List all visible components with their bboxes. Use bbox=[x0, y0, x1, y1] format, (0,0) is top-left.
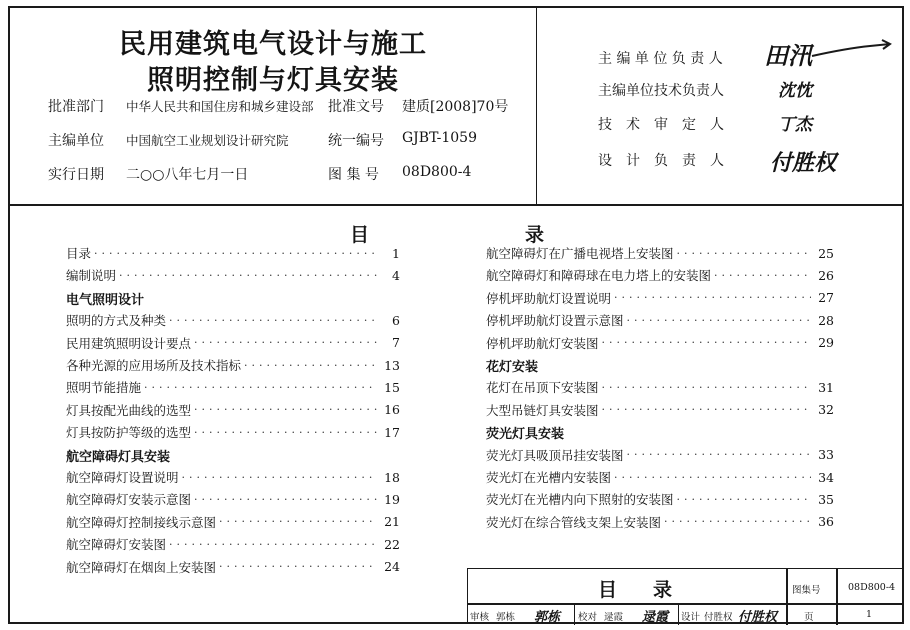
review-name: 郭栋 bbox=[496, 612, 516, 623]
toc-leader-dots bbox=[614, 471, 811, 484]
toc-heading-right: 录 bbox=[525, 224, 545, 246]
toc-leader-dots bbox=[602, 336, 811, 349]
toc-entry-page: 36 bbox=[818, 514, 834, 530]
header-divider bbox=[536, 8, 537, 204]
page-label: 页 bbox=[804, 612, 814, 623]
review-label: 审核 bbox=[470, 612, 490, 623]
toc-entry[interactable] bbox=[66, 311, 400, 329]
exec-date-value: 二○○八年七月一日 bbox=[126, 167, 249, 183]
toc-entry[interactable] bbox=[486, 311, 834, 329]
toc-entry-title: 停机坪助航灯设置说明 bbox=[486, 290, 612, 306]
toc-entry-page: 31 bbox=[818, 379, 834, 395]
approval-dept-label: 批准部门 bbox=[48, 99, 104, 115]
toc-entry[interactable] bbox=[486, 378, 834, 396]
toc-entry[interactable] bbox=[486, 244, 834, 262]
title-block-atlas-label: 图集号 bbox=[792, 585, 821, 596]
toc-entry[interactable] bbox=[486, 446, 834, 464]
toc-section-heading: 电气照明设计 bbox=[66, 292, 145, 308]
toc-entry[interactable] bbox=[66, 423, 400, 441]
toc-entry-page: 27 bbox=[818, 290, 834, 306]
toc-leader-dots bbox=[194, 336, 377, 349]
toc-section-heading: 花灯安装 bbox=[486, 360, 539, 375]
toc-section-heading: 荧光灯具安装 bbox=[486, 427, 565, 443]
exec-date-label: 实行日期 bbox=[48, 167, 104, 183]
toc-entry-title: 航空障碍灯在广播电视塔上安装图 bbox=[486, 246, 674, 261]
toc-entry-page: 26 bbox=[818, 267, 834, 283]
toc-entry-page: 28 bbox=[818, 312, 834, 328]
design-signature: 付胜权 bbox=[738, 610, 778, 625]
approval-doc-value: 建质[2008]70号 bbox=[402, 99, 509, 115]
check-signature: 逯霞 bbox=[642, 610, 669, 625]
toc-entry-title: 荧光灯在光槽内安装图 bbox=[486, 470, 612, 485]
atlas-subtitle: 照明控制与灯具安装 bbox=[147, 65, 399, 96]
toc-entry[interactable] bbox=[66, 468, 400, 486]
toc-entry-title: 荧光灯具吸顶吊挂安装图 bbox=[486, 447, 624, 463]
toc-leader-dots bbox=[194, 403, 377, 416]
toc-entry-title: 停机坪助航灯安装图 bbox=[486, 335, 599, 351]
toc-leader-dots bbox=[714, 269, 811, 282]
atlas-no-value: 08D800-4 bbox=[402, 164, 472, 180]
toc-entry[interactable] bbox=[486, 468, 834, 486]
tech-head-label: 主编单位技术负责人 bbox=[598, 83, 724, 99]
toc-entry[interactable] bbox=[66, 356, 400, 374]
toc-entry[interactable] bbox=[66, 558, 400, 576]
check-name: 逯霞 bbox=[604, 612, 624, 623]
header-block bbox=[10, 8, 902, 206]
title-block-title-right: 录 bbox=[653, 579, 673, 601]
toc-entry-title: 航空障碍灯安装图 bbox=[66, 537, 167, 553]
review-signature: 郭栋 bbox=[534, 610, 561, 625]
toc-entry-page: 19 bbox=[384, 491, 400, 507]
toc-leader-dots bbox=[602, 403, 811, 416]
toc-leader-dots bbox=[169, 538, 377, 551]
toc-entry-page: 7 bbox=[392, 335, 400, 351]
approval-dept-value: 中华人民共和国住房和城乡建设部 bbox=[126, 99, 314, 114]
tech-head-signature: 沈忱 bbox=[778, 81, 812, 101]
toc-entry-title: 民用建筑照明设计要点 bbox=[66, 335, 192, 351]
toc-entry-page: 4 bbox=[392, 267, 400, 283]
toc-entry-page: 6 bbox=[392, 312, 400, 328]
toc-entry-title: 照明节能措施 bbox=[66, 380, 142, 396]
toc-entry-title: 航空障碍灯和障碍球在电力塔上的安装图 bbox=[486, 268, 712, 284]
approval-doc-label: 批准文号 bbox=[328, 99, 384, 115]
toc-leader-dots bbox=[194, 493, 377, 506]
toc-entry-title: 航空障碍灯控制接线示意图 bbox=[66, 514, 217, 530]
chief-unit-head-signature: 田汛 bbox=[764, 41, 812, 70]
toc-entry-title: 灯具按防护等级的选型 bbox=[66, 425, 192, 441]
toc-entry[interactable] bbox=[66, 513, 400, 531]
chief-unit-head-label: 主 编 单 位 负 责 人 bbox=[598, 51, 723, 67]
toc-entry-title: 花灯在吊顶下安装图 bbox=[486, 380, 599, 396]
toc-section-heading: 航空障碍灯具安装 bbox=[66, 449, 171, 465]
toc-leader-dots bbox=[94, 247, 377, 260]
toc-entry-page: 34 bbox=[818, 469, 834, 485]
toc-entry-title: 目录 bbox=[66, 246, 92, 261]
toc-entry-title: 编制说明 bbox=[66, 268, 117, 284]
toc-leader-dots bbox=[169, 314, 377, 327]
toc-entry-page: 13 bbox=[384, 357, 400, 373]
toc-entry[interactable] bbox=[66, 244, 400, 262]
toc-entry-page: 1 bbox=[392, 245, 400, 261]
toc-entry-page: 17 bbox=[384, 424, 400, 440]
title-block-title-left: 目 bbox=[598, 579, 618, 601]
toc-leader-dots bbox=[219, 515, 377, 528]
toc-entry-title: 大型吊链灯具安装图 bbox=[486, 402, 599, 418]
toc-entry-title: 荧光灯在综合管线支架上安装图 bbox=[486, 514, 662, 530]
check-label: 校对 bbox=[578, 612, 598, 623]
toc-entry-title: 停机坪助航灯设置示意图 bbox=[486, 313, 624, 329]
drawing-sheet bbox=[8, 6, 904, 624]
toc-leader-dots bbox=[119, 269, 377, 282]
toc-entry[interactable] bbox=[486, 289, 834, 307]
toc-entry[interactable] bbox=[486, 490, 834, 508]
design-head-label: 设 计 负 责 人 bbox=[598, 153, 724, 169]
toc-entry[interactable] bbox=[486, 513, 834, 531]
toc-leader-dots bbox=[182, 471, 377, 484]
toc-leader-dots bbox=[144, 381, 377, 394]
toc-entry-page: 16 bbox=[384, 402, 400, 418]
toc-entry[interactable] bbox=[66, 490, 400, 508]
page-value: 1 bbox=[866, 609, 873, 620]
toc-leader-dots bbox=[614, 291, 811, 304]
toc-entry[interactable] bbox=[66, 401, 400, 419]
toc-entry[interactable] bbox=[66, 266, 400, 284]
signature-flourish bbox=[810, 38, 895, 64]
toc-heading-left: 目 bbox=[350, 224, 370, 246]
toc-entry-title: 灯具按配光曲线的选型 bbox=[66, 402, 192, 418]
editor-unit-value: 中国航空工业规划设计研究院 bbox=[126, 133, 289, 148]
toc-entry-title: 航空障碍灯在烟囱上安装图 bbox=[66, 559, 217, 575]
toc-entry-page: 29 bbox=[818, 335, 834, 351]
design-name: 付胜权 bbox=[704, 612, 733, 623]
toc-entry-page: 15 bbox=[384, 379, 400, 395]
toc-entry-page: 35 bbox=[818, 491, 834, 507]
editor-unit-label: 主编单位 bbox=[48, 133, 104, 149]
toc-leader-dots bbox=[219, 560, 377, 573]
toc-entry-page: 22 bbox=[384, 536, 400, 552]
toc-entry-page: 33 bbox=[818, 447, 834, 463]
toc-entry[interactable] bbox=[66, 535, 400, 553]
atlas-title: 民用建筑电气设计与施工 bbox=[119, 29, 427, 60]
toc-leader-dots bbox=[677, 247, 811, 260]
toc-entry-title: 航空障碍灯安装示意图 bbox=[66, 492, 192, 508]
toc-entry-page: 25 bbox=[818, 245, 834, 261]
toc-entry[interactable] bbox=[66, 378, 400, 396]
toc-leader-dots bbox=[664, 515, 811, 528]
toc-entry-title: 照明的方式及种类 bbox=[66, 313, 167, 329]
toc-leader-dots bbox=[627, 448, 811, 461]
toc-entry[interactable] bbox=[486, 266, 834, 284]
unified-no-label: 统一编号 bbox=[328, 133, 384, 149]
toc-entry-page: 21 bbox=[384, 514, 400, 530]
design-head-signature: 付胜权 bbox=[770, 150, 837, 176]
toc-entry-title: 荧光灯在光槽内向下照射的安装图 bbox=[486, 492, 674, 508]
title-block-atlas-value: 08D800-4 bbox=[848, 582, 896, 593]
toc-entry-page: 24 bbox=[384, 559, 400, 575]
tech-reviewer-label: 技 术 审 定 人 bbox=[598, 117, 724, 133]
toc-leader-dots bbox=[627, 314, 811, 327]
toc-entry[interactable] bbox=[486, 401, 834, 419]
toc-entry-page: 32 bbox=[818, 402, 834, 418]
toc-leader-dots bbox=[194, 426, 377, 439]
toc-leader-dots bbox=[677, 493, 811, 506]
toc-entry-title: 航空障碍灯设置说明 bbox=[66, 470, 179, 485]
atlas-no-label: 图 集 号 bbox=[328, 167, 379, 183]
tech-reviewer-signature: 丁杰 bbox=[778, 115, 812, 135]
toc-entry-page: 18 bbox=[384, 469, 400, 485]
unified-no-value: GJBT-1059 bbox=[402, 130, 477, 146]
toc-entry-title: 各种光源的应用场所及技术指标 bbox=[66, 358, 242, 373]
toc-leader-dots bbox=[602, 381, 811, 394]
design-label: 设计 bbox=[681, 612, 701, 623]
title-block bbox=[467, 568, 902, 624]
toc-leader-dots bbox=[244, 359, 377, 372]
toc-entry[interactable] bbox=[66, 334, 400, 352]
toc-entry[interactable] bbox=[486, 334, 834, 352]
